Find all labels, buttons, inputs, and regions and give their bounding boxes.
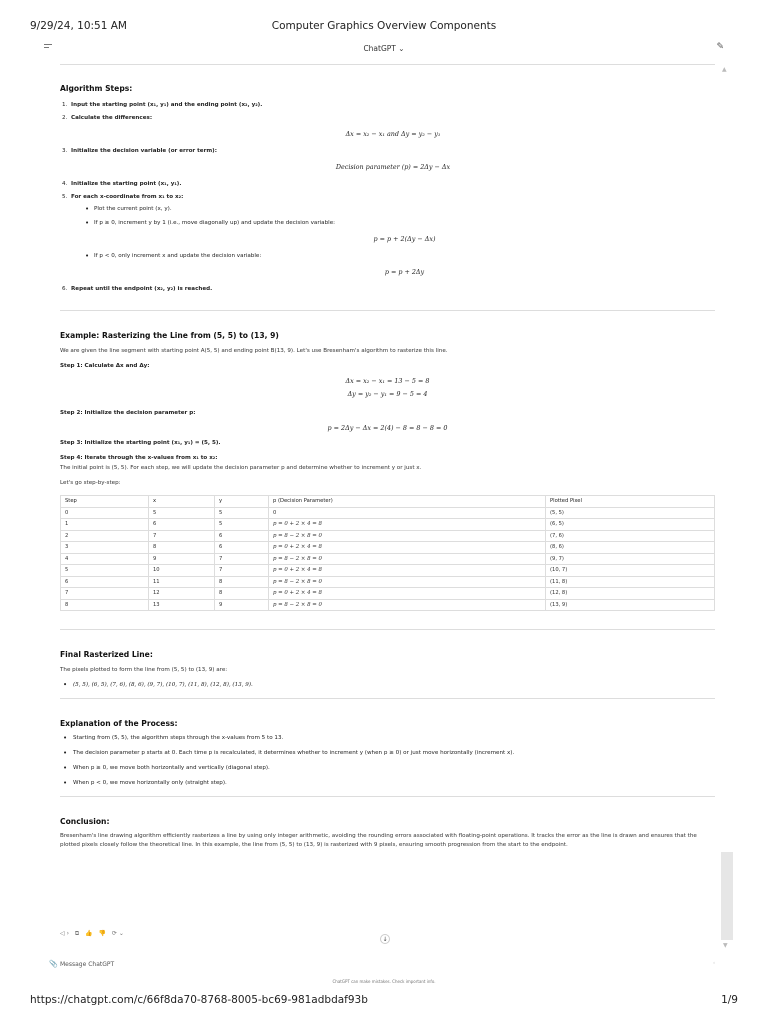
list-item: • If p ≥ 0, increment y by 1 (i.e., move diagonally up) and update the decision variable: p = p + 2(Δy − Δx)	[85, 220, 715, 243]
divider	[60, 629, 715, 630]
algorithm-heading: Algorithm Steps:	[60, 84, 133, 93]
chat-response	[60, 84, 715, 850]
list-item: 2. Calculate the differences: Δx = x₂ − x₁ and Δy = y₂ − y₁	[60, 115, 715, 138]
print-page-number: 1/9	[721, 994, 738, 1006]
print-date: 9/29/24, 10:51 AM	[30, 20, 127, 32]
column-header: Step	[61, 496, 149, 508]
equation: p = 2Δy − Δx = 2(4) − 8 = 8 − 8 = 0	[327, 424, 448, 432]
equation: p = p + 2Δy	[384, 268, 425, 276]
step-3-label: Step 3: Initialize the starting point (x₁, y₁) = (5, 5).	[60, 440, 221, 446]
disclaimer: ChatGPT can make mistakes. Check important info.	[332, 979, 436, 984]
app-bar	[30, 42, 738, 56]
equation: Δy = y₂ − y₁ = 9 − 5 = 4	[347, 390, 428, 398]
explanation-list	[60, 735, 715, 786]
table-intro: Let's go step-by-step:	[60, 480, 121, 486]
equation: p = p + 2(Δy − Δx)	[373, 235, 436, 243]
step-2-label: Step 2: Initialize the decision parameter p:	[60, 410, 196, 416]
list-item: • Starting from (5, 5), the algorithm steps through the x-values from 5 to 13.	[60, 735, 715, 741]
column-header: p (Decision Parameter)	[269, 496, 546, 508]
list-item: 5. For each x-coordinate from x₁ to x₂: • Plot the current point (x, y). • If p ≥ 0, increment y by 1 (i.e., move diagonally up) and update the decision variable: p = p + 2(Δy − Δx) • If p < 0, only increment x and update the decision variable: p = p + 2Δy	[60, 194, 715, 276]
new-chat-icon[interactable]: ✎	[716, 42, 724, 52]
step-4-text: The initial point is (5, 5). For each step, we will update the decision parameter p and determine whether to increment y or just x.	[60, 465, 422, 471]
list-item: • Plot the current point (x, y).	[85, 206, 715, 212]
print-title: Computer Graphics Overview Components	[271, 20, 497, 32]
final-heading: Final Rasterized Line:	[60, 650, 153, 659]
message-composer[interactable]	[45, 960, 720, 972]
table-row: 4 9 7 p = 8 − 2 × 8 = 0 (9, 7)	[61, 553, 715, 565]
explanation-heading: Explanation of the Process:	[60, 719, 178, 728]
example-intro: We are given the line segment with starting point A(5, 5) and ending point B(13, 9). Let's use Bresenham's algorithm to rasterize this line.	[60, 348, 448, 354]
example-heading: Example: Rasterizing the Line from (5, 5) to (13, 9)	[60, 331, 279, 340]
list-item: • When p ≥ 0, we move both horizontally and vertically (diagonal step).	[60, 765, 715, 771]
list-item: 3. Initialize the decision variable (or error term): Decision parameter (p) = 2Δy − Δx	[60, 148, 715, 171]
print-footer	[0, 994, 768, 1008]
list-item: 4. Initialize the starting point (x₁, y₁).	[62, 181, 182, 187]
divider	[60, 796, 715, 797]
conclusion-heading: Conclusion:	[60, 817, 110, 826]
scroll-up-arrow-icon[interactable]: ▲	[722, 66, 727, 73]
algorithm-steps	[60, 102, 715, 292]
table-row: 0 5 5 0 (5, 5)	[61, 507, 715, 519]
divider	[60, 64, 715, 65]
list-item: • The decision parameter p starts at 0. Each time p is recalculated, it determines whether to increment y (when p ≥ 0) or just move horizontally (increment x).	[60, 750, 715, 756]
voice-icon[interactable]: ◦	[712, 960, 716, 967]
step-4-label: Step 4: Iterate through the x-values from x₁ to x₂:	[60, 455, 218, 461]
list-item: • If p < 0, only increment x and update the decision variable: p = p + 2Δy	[85, 253, 715, 276]
list-item: 6. Repeat until the endpoint (x₂, y₂) is reached.	[62, 286, 213, 292]
list-item: • When p < 0, we move horizontally only (straight step).	[60, 780, 715, 786]
table-header-row	[61, 496, 715, 508]
final-text: The pixels plotted to form the line from (5, 5) to (13, 9) are:	[60, 667, 228, 673]
scroll-to-bottom-icon[interactable]: ↓	[380, 934, 390, 944]
table-row: 2 7 6 p = 8 − 2 × 8 = 0 (7, 6)	[61, 530, 715, 542]
message-input[interactable]: Message ChatGPT	[60, 961, 115, 968]
divider	[60, 310, 715, 311]
final-pixel-list	[60, 682, 715, 688]
table-row: 6 11 8 p = 8 − 2 × 8 = 0 (11, 8)	[61, 576, 715, 588]
table-row: 1 6 5 p = 0 + 2 × 4 = 8 (6, 5)	[61, 519, 715, 531]
print-url: https://chatgpt.com/c/66f8da70-8768-8005-bc69-981adbdaf93b	[30, 994, 368, 1006]
model-selector[interactable]: ChatGPT ⌄	[363, 44, 405, 53]
table-row: 3 8 6 p = 0 + 2 × 4 = 8 (8, 6)	[61, 542, 715, 554]
equation: Δx = x₂ − x₁ = 13 − 5 = 8	[345, 377, 430, 385]
scrollbar[interactable]	[721, 852, 733, 940]
step-1-label: Step 1: Calculate Δx and Δy:	[60, 363, 150, 369]
column-header: x	[149, 496, 215, 508]
column-header: y	[215, 496, 269, 508]
table-row: 7 12 8 p = 0 + 2 × 4 = 8 (12, 8)	[61, 588, 715, 600]
equation: Decision parameter (p) = 2Δy − Δx	[335, 163, 451, 171]
scroll-down-arrow-icon[interactable]: ▼	[723, 942, 728, 949]
divider	[60, 698, 715, 699]
column-header: Plotted Pixel	[546, 496, 715, 508]
table-row: 8 13 9 p = 8 − 2 × 8 = 0 (13, 9)	[61, 599, 715, 611]
print-header	[0, 20, 768, 34]
equation: Δx = x₂ − x₁ and Δy = y₂ − y₁	[345, 130, 441, 138]
iteration-table	[60, 495, 715, 611]
sub-list	[71, 206, 715, 276]
list-item: 1. Input the starting point (x₁, y₁) and the ending point (x₂, y₂).	[62, 102, 263, 108]
message-actions[interactable]: ◁› ⧉ 👍 👎 ⟳⌄	[60, 930, 126, 937]
table-row: 5 10 7 p = 0 + 2 × 4 = 8 (10, 7)	[61, 565, 715, 577]
list-item: • (5, 5), (6, 5), (7, 6), (8, 6), (9, 7), (10, 7), (11, 8), (12, 8), (13, 9).	[60, 682, 715, 688]
conclusion-text: Bresenham's line drawing algorithm efficiently rasterizes a line by using only integer arithmetic, avoiding the rounding errors associated with floating-point operations. It tracks the error as the line is drawn and ensures that the plotted pixels closely follow the theoretical line. In this example, the line from (5, 5) to (13, 9) is rasterized with 9 pixels, ensuring smooth progression from the start to the endpoint.	[60, 833, 697, 848]
attach-icon[interactable]: 📎	[49, 960, 58, 968]
